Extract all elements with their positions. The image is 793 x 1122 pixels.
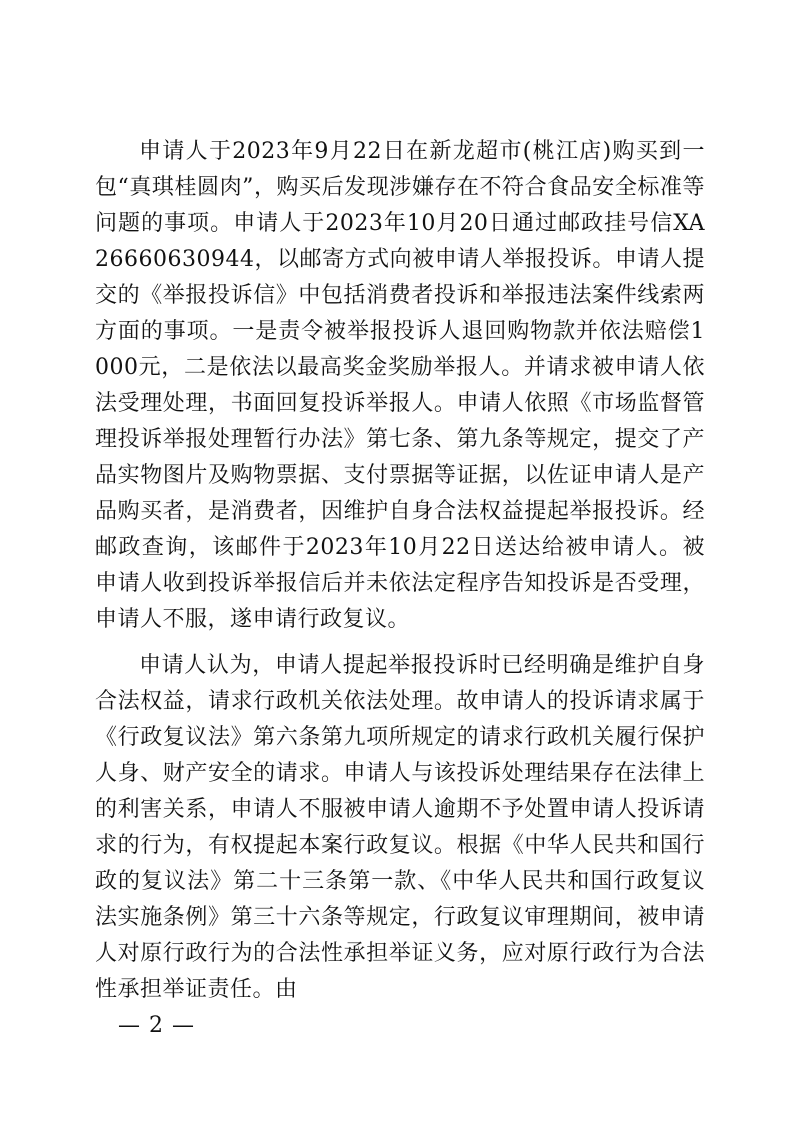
paragraph-1: 申请人于2023年9月22日在新龙超市(桃江店)购买到一包“真琪桂圆肉”，购买后发现涉嫌存在不符合食品安全标准等问题的事项。申请人于2023年10月20日通过邮政挂号信XA26660630944，以邮寄方式向被申请人举报投诉。申请人提交的《举报投诉信》中包括消费者投诉和举报违法案件线索两方面的事项。一是责令被举报投诉人退回购物款并依法赔偿1000元，二是依法以最高奖金奖励举报人。并请求被申请人依法受理处理，书面回复投诉举报人。申请人依照《市场监督管理投诉举报处理暂行办法》第七条、第九条等规定，提交了产品实物图片及购物票据、支付票据等证据，以佐证申请人是产品购买者，是消费者，因维护自身合法权益提起举报投诉。经邮政查询，该邮件于2023年10月22日送达给被申请人。被申请人收到投诉举报信后并未依法定程序告知投诉是否受理，申请人不服，遂申请行政复议。 xyxy=(95,139,705,632)
document-body xyxy=(95,134,705,1018)
page-number: — 2 — xyxy=(118,1013,195,1038)
paragraph-2: 申请人认为，申请人提起举报投诉时已经明确是维护自身合法权益，请求行政机关依法处理。故申请人的投诉请求属于《行政复议法》第六条第九项所规定的请求行政机关履行保护人身、财产安全的请求。申请人与该投诉处理结果存在法律上的利害关系，申请人不服被申请人逾期不予处置申请人投诉请求的行为，有权提起本案行政复议。根据《中华人民共和国行政的复议法》第二十三条第一款、《中华人民共和国行政复议法实施条例》第三十六条等规定，行政复议审理期间，被申请人对原行政行为的合法性承担举证义务，应对原行政行为合法性承担举证责任。由 xyxy=(95,653,705,1002)
